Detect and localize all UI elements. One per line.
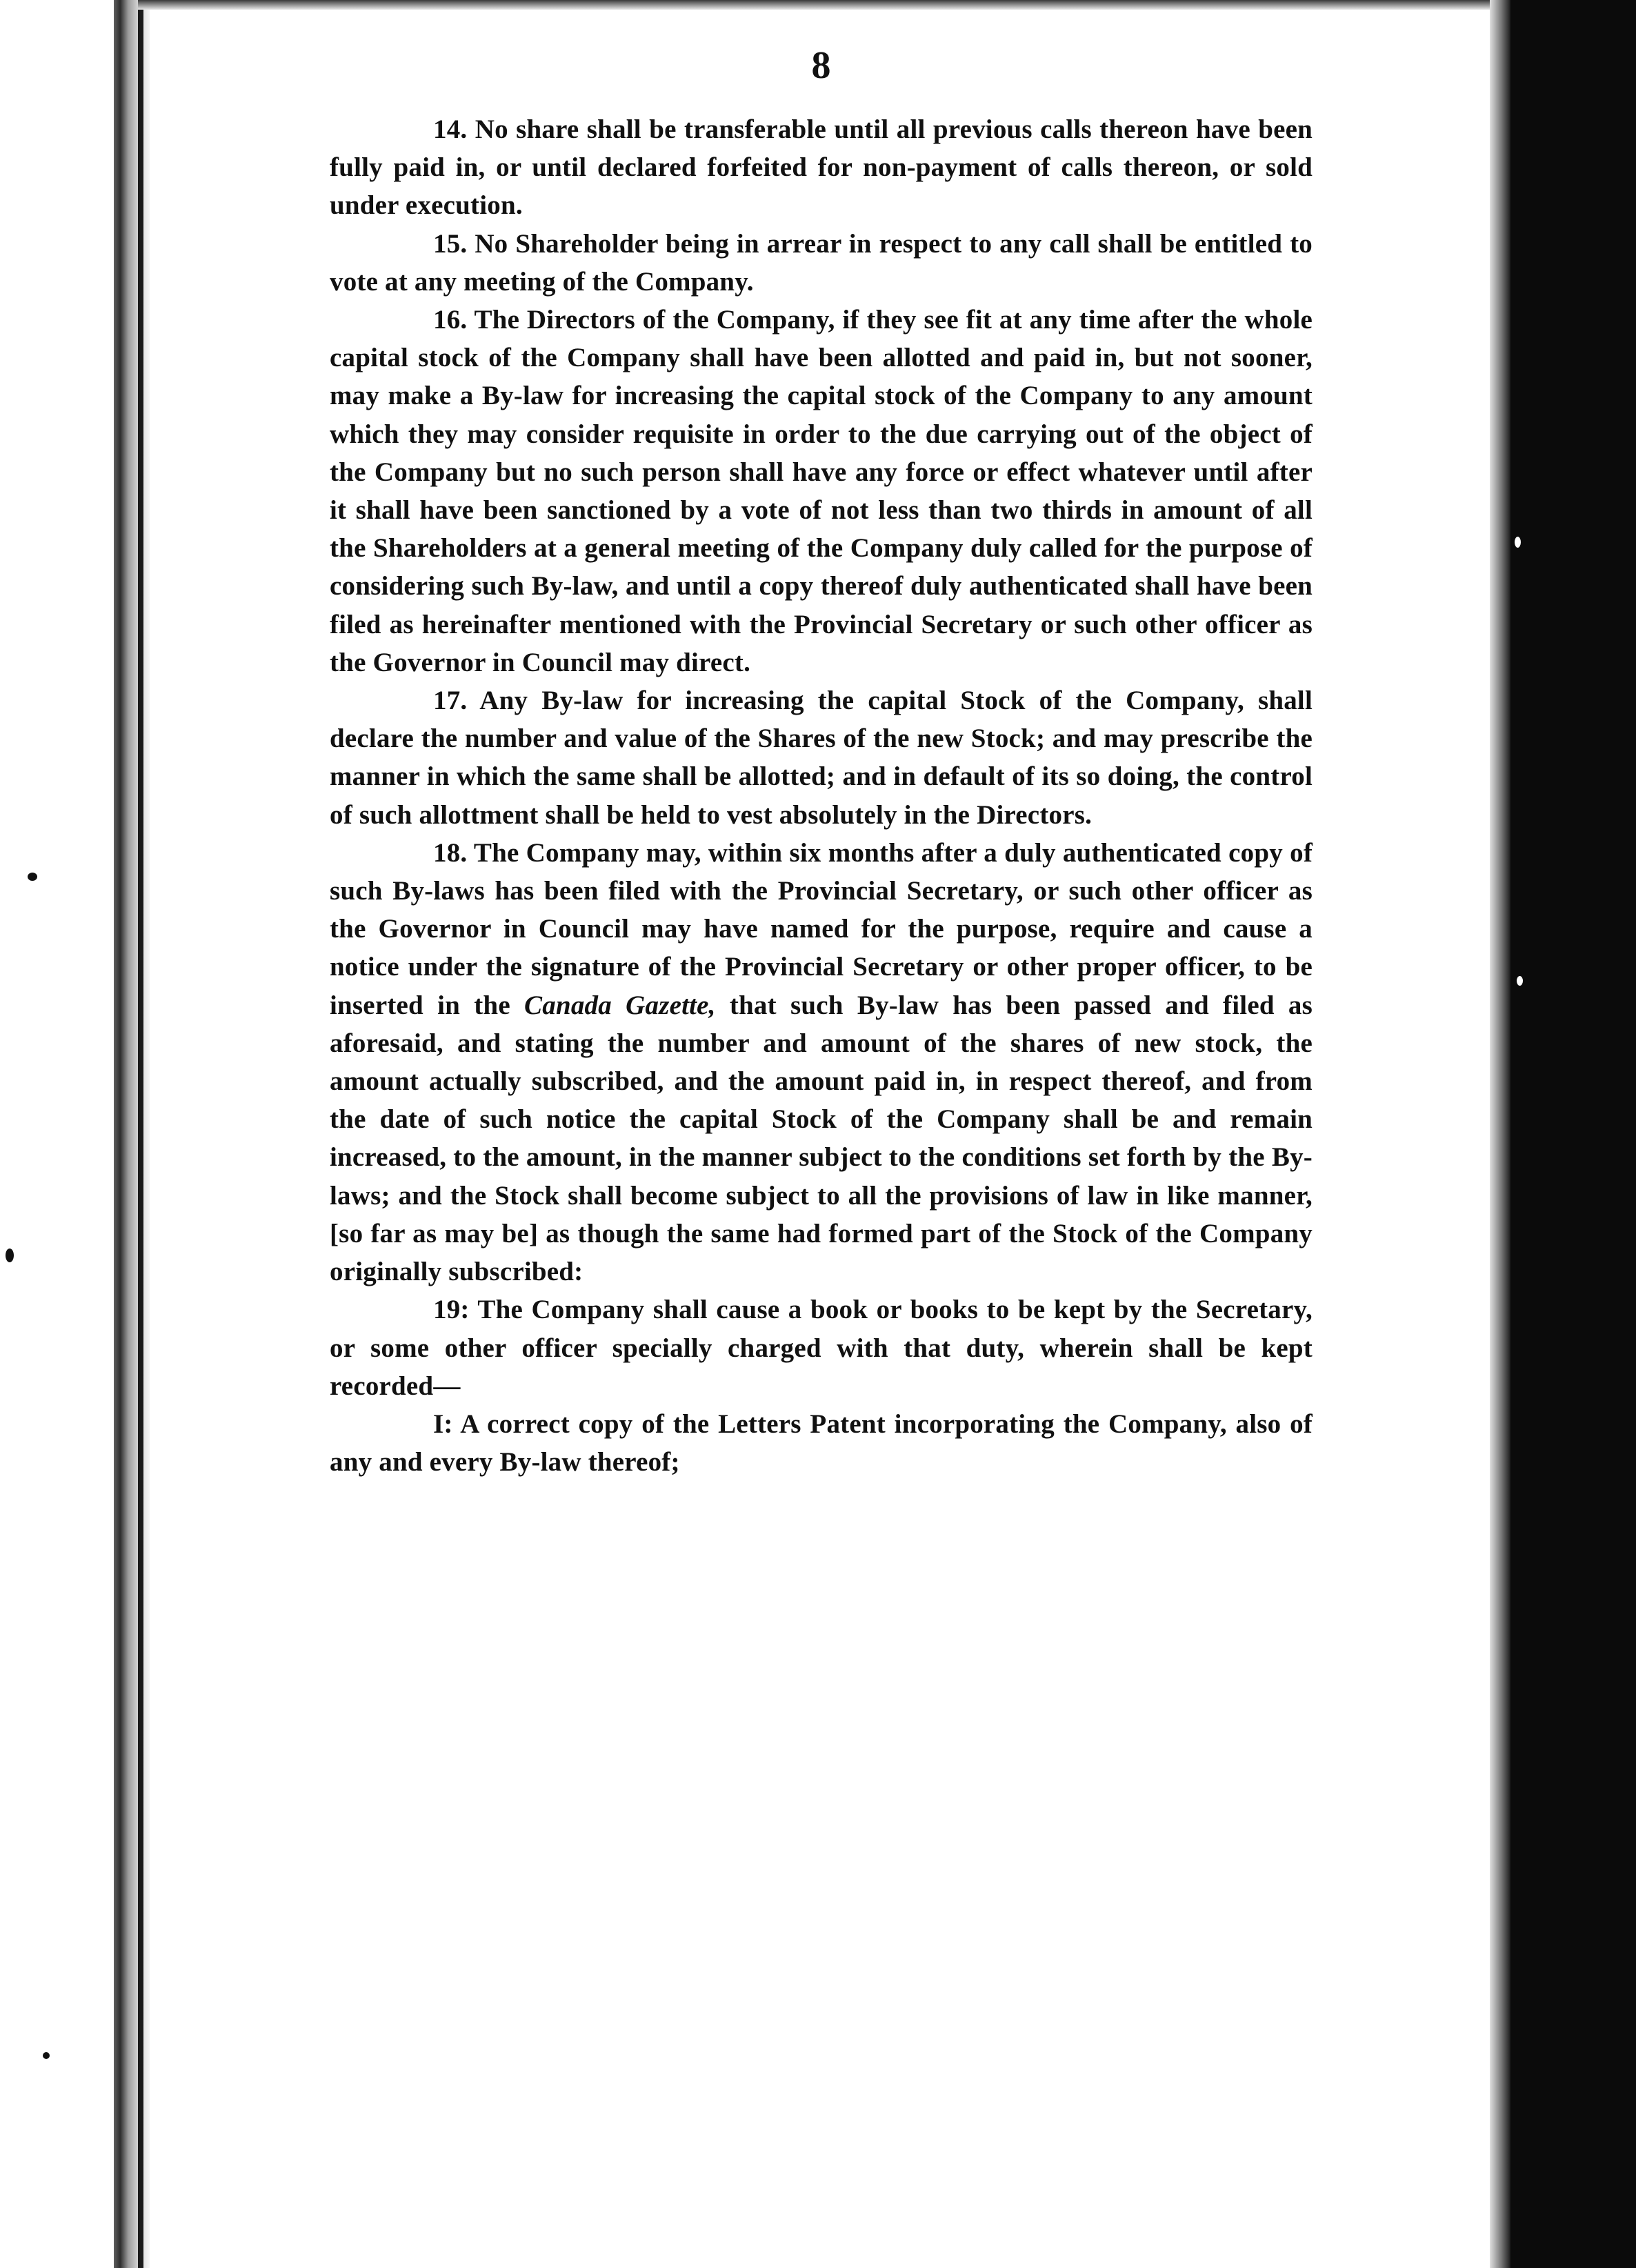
subsection-i bbox=[330, 1405, 1313, 1481]
scan-speck bbox=[1515, 537, 1521, 548]
gazette-title: Canada Gazette, bbox=[524, 990, 716, 1020]
scan-top-shadow bbox=[138, 0, 1504, 10]
section-number: 14. bbox=[433, 115, 468, 144]
section-text: No Shareholder being in arrear in respect to any call shall be entitled to vote at any meeting of the Company. bbox=[330, 228, 1313, 297]
section-15 bbox=[330, 225, 1313, 301]
section-text: Any By-law for increasing the capital Stock of the Company, shall declare the number and value of the Shares of the new Stock; and may prescribe the manner in which the same shall be allotted; and in default of its so doing, the control of such allottment shall be held to vest absolutely in the Directors. bbox=[330, 686, 1313, 830]
subsection-number: I: bbox=[433, 1409, 453, 1439]
section-number: 16. bbox=[433, 305, 468, 335]
section-number: 19: bbox=[433, 1295, 470, 1325]
section-text: The Company may, within six months after a duly authenticated copy of such By-laws has been filed with the Provincial Secretary, or such other officer as the Governor in Council may have named for the purpose, require and cause a notice under the signature of the Provincial Secretary or other proper officer, to be inserted in the bbox=[330, 837, 1313, 1020]
scan-speck bbox=[43, 2052, 50, 2059]
section-text: No share shall be transferable until all previous calls thereon have been fully paid in, or until declared forfeited for non-payment of calls thereon, or sold under execution. bbox=[330, 115, 1313, 221]
section-18 bbox=[330, 834, 1313, 1291]
section-number: 18. bbox=[433, 837, 468, 868]
scan-speck bbox=[6, 1249, 14, 1262]
scan-right-border bbox=[1490, 0, 1510, 2268]
section-text-continued: that such By-law has been passed and filed as aforesaid, and stating the number and amount of the shares of new stock, the amount actually subscribed, and the amount paid in, in respect thereof, and from the date of such notice the capital Stock of the Company shall be and remain increased, to the amount, in the manner subject to the conditions set forth by the By-laws; and the Stock shall become subject to all the provisions of law in like manner, [so far as may be] as though the same had formed part of the Stock of the Company originally subscribed: bbox=[330, 990, 1313, 1287]
section-14 bbox=[330, 110, 1313, 225]
section-number: 17. bbox=[433, 686, 468, 716]
document-page bbox=[330, 41, 1313, 1807]
section-16 bbox=[330, 301, 1313, 682]
subsection-text: A correct copy of the Letters Patent incorporating the Company, also of any and every By-law thereof; bbox=[330, 1409, 1313, 1478]
section-text: The Directors of the Company, if they see fit at any time after the whole capital stock of the Company shall have been allotted and paid in, but not sooner, may make a By-law for increasing the capital stock of the Company to any amount which they may consider requisite in order to the due carrying out of the object of the Company but no such person shall have any force or effect whatever until after it shall have been sanctioned by a vote of not less than two thirds in amount of all the Shareholders at a general meeting of the Company duly called for the purpose of considering such By-law, and until a copy thereof duly authenticated shall have been filed as hereinafter mentioned with the Provincial Secretary or such other officer as the Governor in Council may direct. bbox=[330, 305, 1313, 677]
scan-speck bbox=[1517, 976, 1523, 986]
scan-left-edge bbox=[138, 0, 143, 2268]
section-text: The Company shall cause a book or books to be kept by the Secretary, or some other officer specially charged with that duty, wherein shall be kept recorded— bbox=[330, 1295, 1313, 1401]
document-body bbox=[330, 110, 1313, 1481]
section-19 bbox=[330, 1291, 1313, 1405]
scan-left-border bbox=[114, 0, 150, 2268]
scan-right-black bbox=[1510, 0, 1636, 2268]
page-number: 8 bbox=[811, 44, 831, 87]
scan-speck bbox=[28, 873, 37, 881]
section-17 bbox=[330, 682, 1313, 834]
section-number: 15. bbox=[433, 228, 468, 259]
